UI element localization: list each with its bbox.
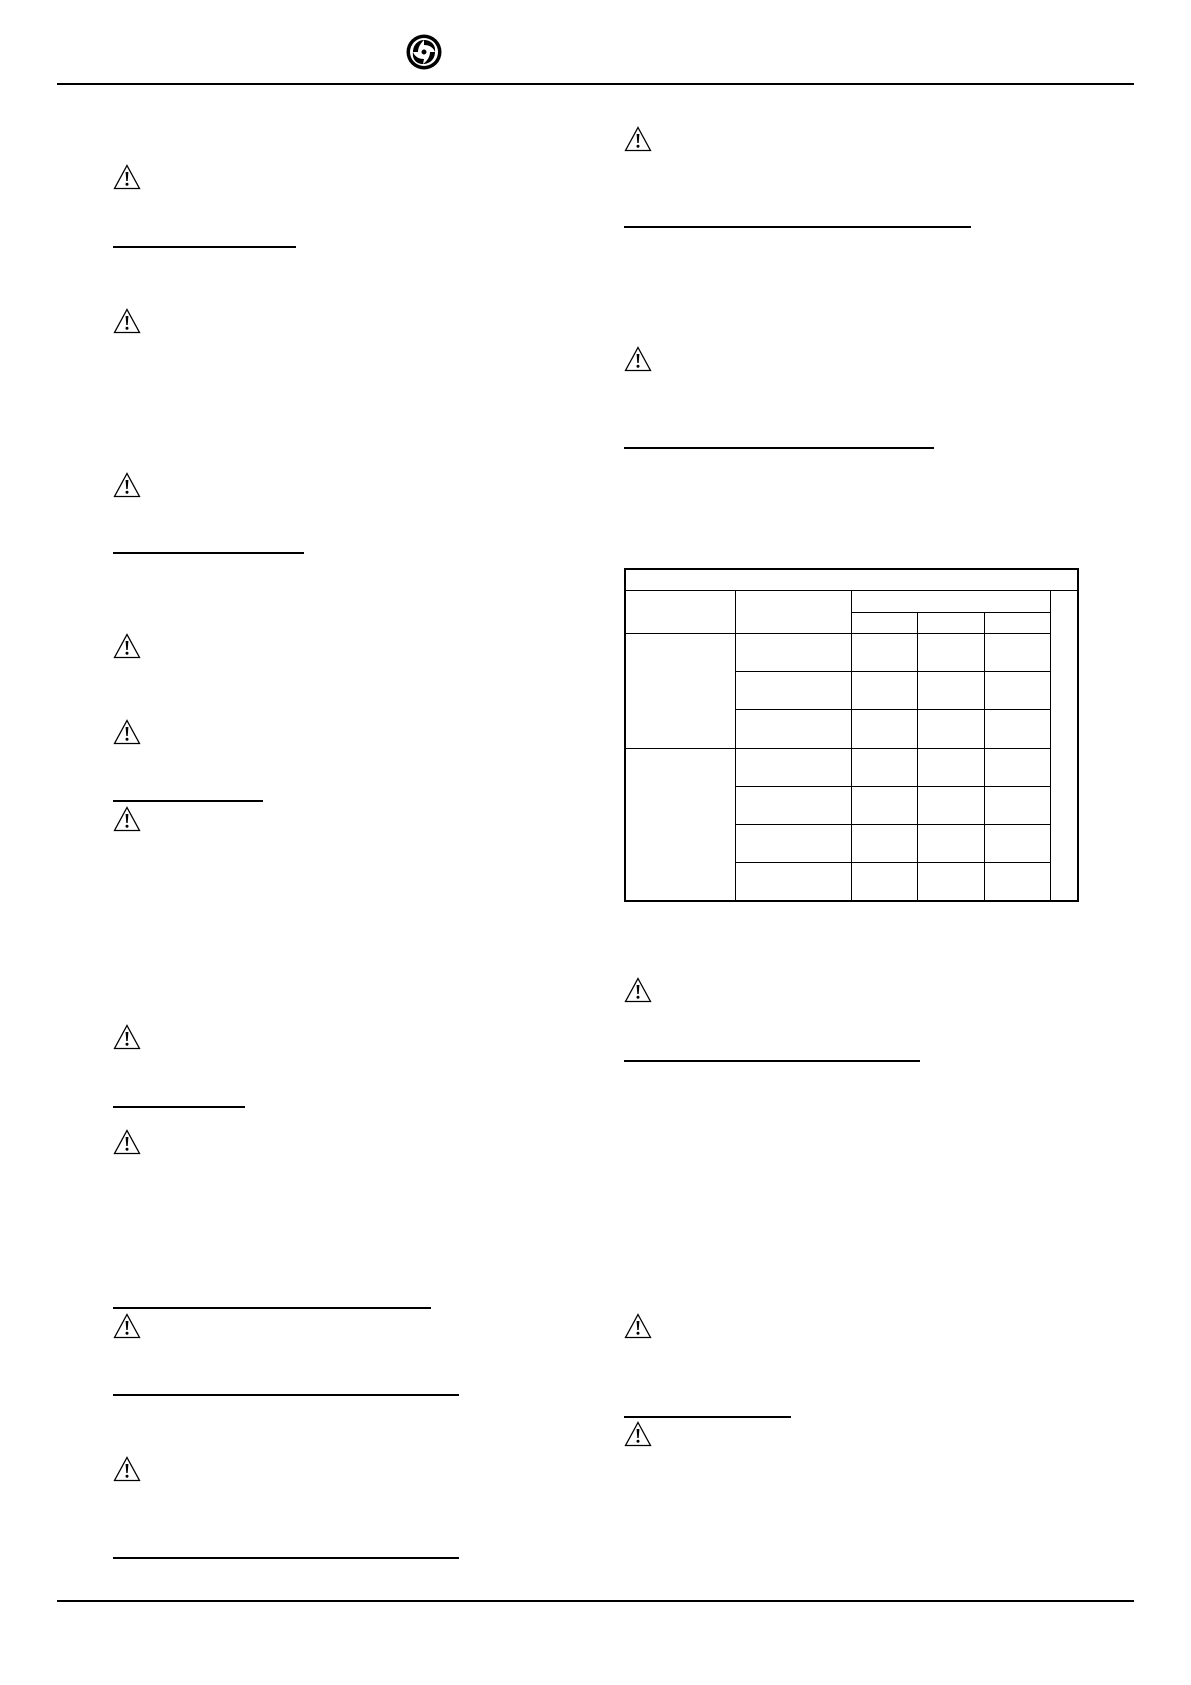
- table-cell: [984, 786, 1050, 824]
- table-cell: [736, 710, 852, 748]
- table-cell: [851, 672, 917, 710]
- header-rule: [57, 83, 1134, 85]
- warning-icon: [113, 1456, 141, 1482]
- table-subheader-cell: [918, 612, 984, 633]
- section-heading-underline: [113, 246, 296, 248]
- table-cell: [851, 710, 917, 748]
- table-cell: [918, 633, 984, 671]
- manufacturer-logo-icon: [405, 33, 443, 71]
- section-heading-underline: [113, 1307, 431, 1309]
- table-cell: [984, 824, 1050, 862]
- table-group-cell: [625, 633, 736, 748]
- warning-icon: [113, 1024, 141, 1050]
- section-heading-underline: [624, 226, 971, 228]
- table-cell: [984, 863, 1050, 901]
- table-cell: [736, 824, 852, 862]
- table-group-cell: [625, 748, 736, 901]
- section-heading-underline: [624, 447, 934, 449]
- table-cell: [984, 748, 1050, 786]
- warning-icon: [113, 1313, 141, 1339]
- warning-icon: [624, 346, 652, 372]
- table-cell: [918, 710, 984, 748]
- warning-icon: [113, 472, 141, 498]
- table-cell: [918, 786, 984, 824]
- warning-icon: [113, 806, 141, 832]
- table-cell: [736, 633, 852, 671]
- section-heading-underline: [113, 1106, 245, 1108]
- table-cell: [918, 672, 984, 710]
- section-heading-underline: [113, 552, 304, 554]
- table-cell: [736, 748, 852, 786]
- table-cell: [984, 633, 1050, 671]
- table-header-cell: [736, 590, 852, 633]
- warning-icon: [624, 1313, 652, 1339]
- table-side-cell: [1051, 590, 1078, 901]
- table-cell: [918, 748, 984, 786]
- table-cell: [851, 863, 917, 901]
- warning-icon: [113, 719, 141, 745]
- footer-rule: [57, 1600, 1134, 1602]
- table-cell: [736, 672, 852, 710]
- table-subheader-cell: [984, 612, 1050, 633]
- table-cell: [851, 786, 917, 824]
- table-cell: [736, 863, 852, 901]
- table-cell: [851, 633, 917, 671]
- warning-icon: [624, 977, 652, 1003]
- table-cell: [918, 824, 984, 862]
- spec-table: [624, 568, 1079, 902]
- warning-icon: [624, 126, 652, 152]
- table-title: [625, 569, 1078, 590]
- table-cell: [851, 824, 917, 862]
- warning-icon: [624, 1421, 652, 1447]
- table-subheader-cell: [851, 612, 917, 633]
- table-cell: [984, 672, 1050, 710]
- section-heading-underline: [624, 1416, 791, 1418]
- table-header-cell: [625, 590, 736, 633]
- section-heading-underline: [624, 1060, 920, 1062]
- section-heading-underline: [113, 800, 263, 802]
- warning-icon: [113, 1129, 141, 1155]
- section-heading-underline: [113, 1557, 459, 1559]
- warning-icon: [113, 633, 141, 659]
- table-cell: [984, 710, 1050, 748]
- table-cell: [851, 748, 917, 786]
- warning-icon: [113, 308, 141, 334]
- warning-icon: [113, 164, 141, 190]
- section-heading-underline: [113, 1394, 459, 1396]
- table-header-cell: [851, 590, 1050, 612]
- table-cell: [736, 786, 852, 824]
- table-cell: [918, 863, 984, 901]
